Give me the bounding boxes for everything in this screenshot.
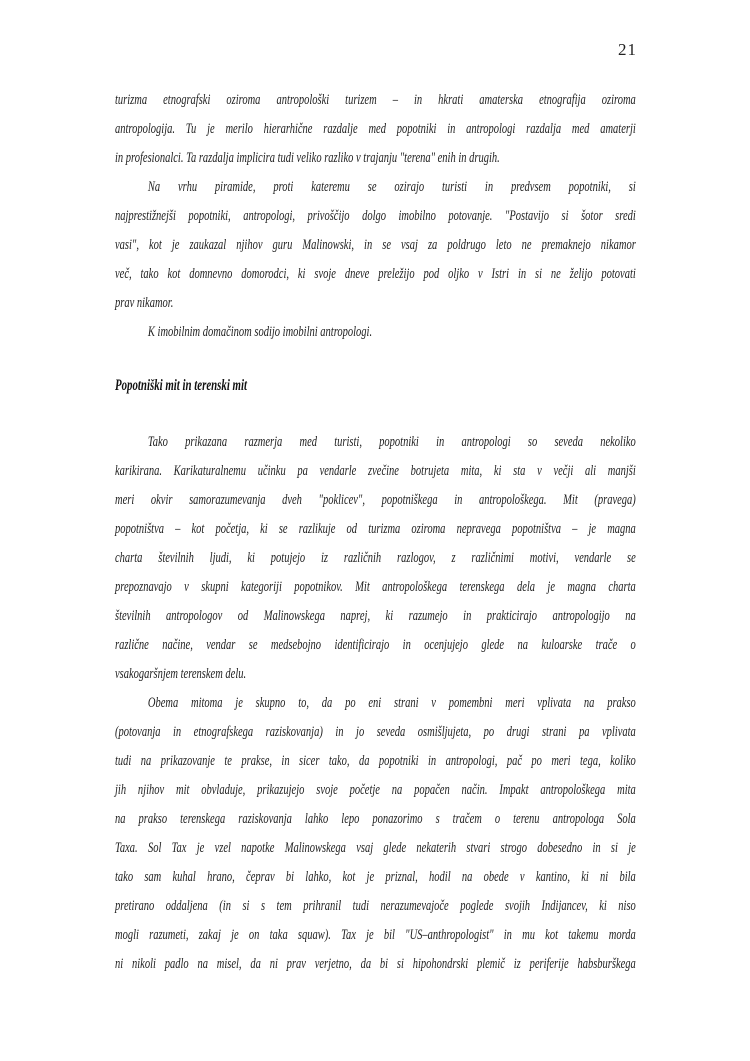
text-line: popotništva – kot početja, ki se razlikuje od turizma oziroma nepravega popotništva – je magna bbox=[115, 521, 636, 537]
text-line: meri okvir samorazumevanja dveh "poklicev", popotniškega in antropološkega. Mit (pravega) bbox=[115, 492, 636, 508]
text-line: vsakogaršnjem terenskem delu. bbox=[115, 666, 247, 682]
text-line: vasi", kot je zaukazal njihov guru Malinowski, in se vsaj za poldrugo leto ne premaknejo nikamor bbox=[115, 237, 636, 253]
text-line: več, tako kot domnevno domorodci, ki svoje dneve preležijo pod oljko v Istri in si ne želijo potovati bbox=[115, 266, 636, 282]
text-line: Obema mitoma je skupno to, da po eni strani v pomembni meri vplivata na prakso bbox=[147, 695, 636, 711]
text-line: Na vrhu piramide, proti kateremu se ozirajo turisti in predvsem popotniki, si bbox=[147, 179, 636, 195]
paragraph bbox=[115, 689, 637, 979]
text-line: karikirana. Karikaturalnemu učinku pa vendarle zvečine botrujeta mita, ki sta v večji ali manjši bbox=[115, 463, 636, 479]
paragraph bbox=[115, 173, 637, 318]
text-line: turizma etnografski oziroma antropološki turizem – in hkrati amaterska etnografija oziroma bbox=[115, 92, 636, 108]
paragraph bbox=[115, 428, 637, 689]
section-heading: Popotniški mit in terenski mit bbox=[115, 377, 248, 394]
text-line: in profesionalci. Ta razdalja implicira tudi veliko razliko v trajanju "terena" enih in drugih. bbox=[115, 150, 500, 166]
text-line: tako sam kuhal hrano, čeprav bi lahko, kot je priznal, hodil na obede v kantino, ki ni bila bbox=[115, 869, 636, 885]
text-line: najprestižnejši popotniki, antropologi, privoščijo dolgo imobilno potovanje. "Postavijo si šotor sredi bbox=[115, 208, 636, 224]
text-line: Tako prikazana razmerja med turisti, popotniki in antropologi so seveda nekoliko bbox=[147, 434, 636, 450]
paragraph bbox=[115, 318, 637, 347]
page-number: 21 bbox=[618, 40, 637, 59]
text-line: tudi na prikazovanje te prakse, in sicer tako, da popotniki in antropologi, pač po meri tega, koliko bbox=[115, 753, 636, 769]
text-line: charta številnih ljudi, ki potujejo iz različnih razlogov, z različnimi motivi, vendarle se bbox=[115, 550, 636, 566]
text-line: različne načine, vendar se medsebojno identificirajo in ocenjujejo glede na kuloarske trače o bbox=[115, 637, 636, 653]
text-line: na prakso terenskega raziskovanja lahko lepo ponazorimo s tračem o terenu antropologa Sola bbox=[115, 811, 636, 827]
text-line: številnih antropologov od Malinowskega naprej, ki razumejo in prakticirajo antropologijo na bbox=[115, 608, 636, 624]
text-line: antropologija. Tu je merilo hierarhične razdalje med popotniki in antropologi razdalja med amaterji bbox=[115, 121, 636, 137]
text-line: pretirano oddaljena (in si s tem prihranil tudi nerazumevajoče poglede svojih Indijancev, ki niso bbox=[115, 898, 636, 914]
paragraph bbox=[115, 86, 637, 173]
text-line: prepoznavajo v skupni kategoriji popotnikov. Mit antropološkega terenskega dela je magna charta bbox=[115, 579, 636, 595]
text-line: prav nikamor. bbox=[115, 295, 174, 311]
text-line: mogli razumeti, zakaj je on taka squaw). Tax je bil "US–anthropologist" in mu kot takemu morda bbox=[115, 927, 636, 943]
text-line: Taxa. Sol Tax je vzel napotke Malinowskega vsaj glede nekaterih stvari strogo dobesedno in si je bbox=[115, 840, 636, 856]
page-content bbox=[115, 86, 637, 979]
text-line: (potovanja in etnografskega raziskovanja) in jo seveda osmišljujeta, po drugi strani pa vplivata bbox=[115, 724, 636, 740]
text-line: K imobilnim domačinom sodijo imobilni antropologi. bbox=[147, 324, 373, 340]
text-line: jih njihov mit obvladuje, prikazujejo svoje početje na popačen način. Impakt antropološkega mita bbox=[115, 782, 636, 798]
text-line: ni nikoli padlo na misel, da ni prav verjetno, da bi si hipohondrski plemič iz periferije habsburškega bbox=[115, 956, 636, 972]
